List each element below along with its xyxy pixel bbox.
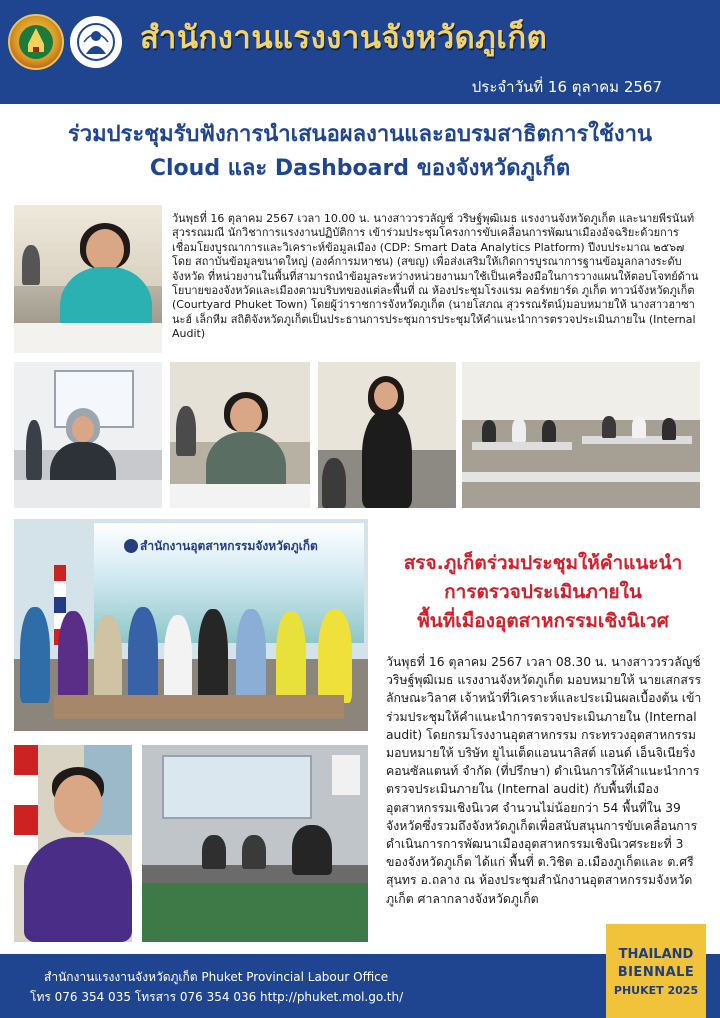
- footer-office-name: สำนักงานแรงงานจังหวัดภูเก็ต Phuket Provincial Labour Office: [44, 970, 389, 984]
- biennale-line2: BIENNALE: [617, 965, 695, 980]
- photo-woman-with-microphone: [14, 362, 162, 508]
- article2-body: วันพุธที่ 16 ตุลาคม 2567 เวลา 08.30 น. นางสาววรวลัญช์ วริษฐ์พุฒิเมธ แรงงานจังหวัดภูเก็ต มอบหมายให้ นายเสกสรร ลักษณะวิลาศ เจ้าหน้าที่วิเคราะห์และประเมินผลเบื้องต้น เข้าร่วมประชุมให้คำแนะนำการตรวจประเมินภายใน (Internal audit) โดยกรมโรงงานอุตสาหกรรม กระทรวงอุตสาหกรรม มอบหมายให้ บริษัท ยูไนเต็ดแอนนาลิสต์ แอนด์ เอ็นจิเนียริ่ง คอนซัลแตนท์ จำกัด (ที่ปรึกษา) ดำเนินการให้คำแนะนำการตรวจประเมินภายใน (Internal audit) กับพื้นที่เมืองอุตสาหกรรมเชิงนิเวศ จำนวนไม่น้อยกว่า 54 พื้นที่ใน 39 จังหวัดซึ่งรวมถึงจังหวัดภูเก็ตเพื่อสนับสนุนการขับเคลื่อนการดำเนินการการพัฒนาเมืองอุตสาหกรรมเชิงนิเวศระยะที่ 3 ของจังหวัดภูเก็ต ได้แก่ พื้นที่ ต.วิชิต อ.เมืองภูเก็ตและ ต.ศรีสุนทร อ.ถลาง ณ ห้องประชุมสำนักงานอุตสาหกรรมจังหวัดภูเก็ต ศาลากลางจังหวัดภูเก็ต: [386, 655, 702, 906]
- header-bar: [0, 0, 720, 104]
- footer-contact: โทร 076 354 035 โทรสาร 076 354 036 http://phuket.mol.go.th/: [30, 990, 404, 1004]
- article2-title-line3: พื้นที่เมืองอุตสาหกรรมเชิงนิเวศ: [417, 610, 669, 632]
- article1-headline-line2: Cloud และ Dashboard ของจังหวัดภูเก็ต: [149, 156, 571, 181]
- biennale-line3: PHUKET 2025: [613, 984, 699, 997]
- biennale-line1: THAILAND: [618, 947, 694, 962]
- photo-woman-speaking: [318, 362, 456, 508]
- article2-title-line1: สรจ.ภูเก็ตร่วมประชุมให้คำแนะนำ: [403, 552, 683, 574]
- provincial-seal-icon: [8, 14, 64, 70]
- thailand-biennale-logo: [606, 924, 706, 1018]
- photo-man-portrait: [14, 745, 132, 942]
- photo-attendee-seated: [170, 362, 310, 508]
- article1-body: วันพุธที่ 16 ตุลาคม 2567 เวลา 10.00 น. นางสาววรวลัญช์ วริษฐ์พุฒิเมธ แรงงานจังหวัดภูเก็ต และนายพีรนันท์ สุวรรณมณี นักวิชาการแรงงานปฏิบัติการ เข้าร่วมประชุมโครงการขับเคลื่อนการพัฒนาเมืองอัจฉริยะด้วยการเชื่อมโยงบูรณาการและวิเคราะห์ข้อมูลเมือง (CDP: Smart Data Analytics Platform) ปีงบประมาณ ๒๕๖๗ โดย สถาบันข้อมูลขนาดใหญ่ (องค์การมหาชน) (สขญ) เพื่อส่งเสริมให้เกิดการบูรณาการฐานข้อมูลกลางระดับจังหวัด ที่หน่วยงานในพื้นที่สามารถนำข้อมูลระหว่างหน่วยงานมาใช้เป็นเครื่องมือในการวางแผนให้ตอบโจทย์ด้านโยบายของจังหวัดและเมืองตามบริบทของแต่ละพื้นที่ ณ ห้องประชุมโรงแรม คอร์ทยาร์ด ภูเก็ต ทาวน์จังหวัดภูเก็ต (Courtyard Phuket Town) โดยผู้ว่าราชการจังหวัดภูเก็ต (นายโสภณ สุวรรณรัตน์)มอบหมายให้ นางสาวฮาซานะฮ์ เล็กหีม สถิติจังหวัดภูเก็ตเป็นประธานการประชุมการประชุมให้คำแนะนำการตรวจประเมินภายใน (Internal Audit): [172, 212, 699, 341]
- ministry-of-labour-seal-icon: [68, 14, 124, 70]
- banner-text: สำนักงานอุตสาหกรรมจังหวัดภูเก็ต: [140, 539, 318, 553]
- article2-title: [382, 549, 704, 636]
- photo-group-banner: [14, 519, 368, 731]
- article1-headline: [20, 118, 700, 186]
- issue-date: ประจำวันที่ 16 ตุลาคม 2567: [471, 78, 662, 96]
- article1-headline-line1: ร่วมประชุมรับฟังการนำเสนอผลงานและอบรมสาธิตการใช้งาน: [67, 122, 653, 147]
- photo-meeting-presentation: [142, 745, 368, 942]
- article2-title-line2: การตรวจประเมินภายใน: [444, 581, 642, 603]
- office-title: สำนักงานแรงงานจังหวัดภูเก็ต: [140, 20, 548, 56]
- photo-speaker-at-desk: [14, 205, 162, 353]
- photo-meeting-room: [462, 362, 700, 508]
